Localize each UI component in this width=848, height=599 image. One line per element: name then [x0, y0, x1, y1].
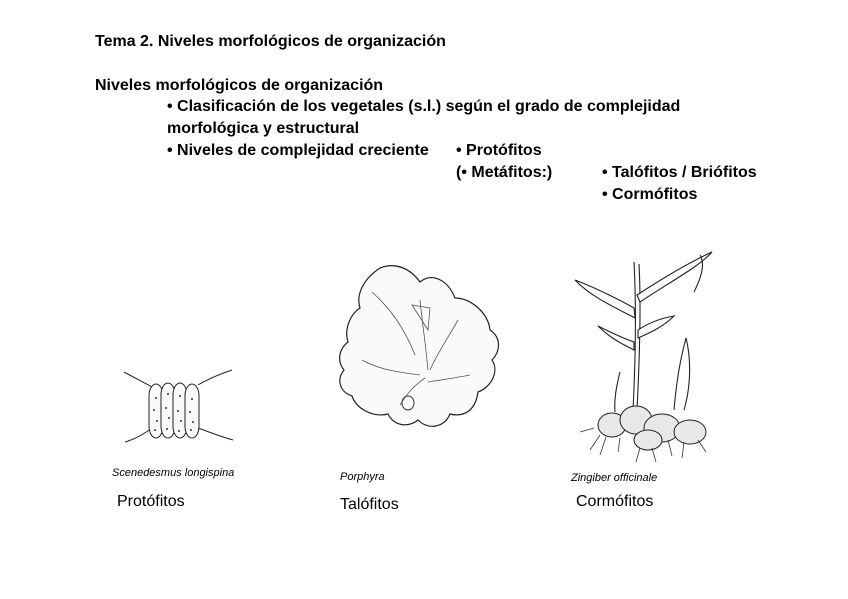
page-title: Tema 2. Niveles morfológicos de organización [95, 33, 446, 50]
caption-porphyra: Porphyra [340, 471, 385, 483]
section-heading: Niveles morfológicos de organización [95, 77, 384, 94]
label-cormofitos: Cormófitos [576, 493, 654, 510]
caption-scenedesmus: Scenedesmus longispina [112, 467, 235, 479]
label-protofitos: Protófitos [117, 493, 185, 510]
level-protofitos: • Protófitos [456, 142, 542, 159]
level-metafitos: (• Metáfitos:) [456, 164, 553, 181]
bullet-classification-line1: • Clasificación de los vegetales (s.l.) según el grado de complejidad [167, 98, 681, 115]
level-cormofitos: • Cormófitos [602, 186, 698, 203]
level-talofitos-briofitos: • Talófitos / Briófitos [602, 164, 757, 181]
bullet-complexity: • Niveles de complejidad creciente [167, 142, 429, 159]
label-talofitos: Talófitos [340, 496, 399, 513]
caption-zingiber: Zingiber officinale [571, 472, 658, 484]
bullet-classification-line2: morfológica y estructural [167, 120, 360, 137]
